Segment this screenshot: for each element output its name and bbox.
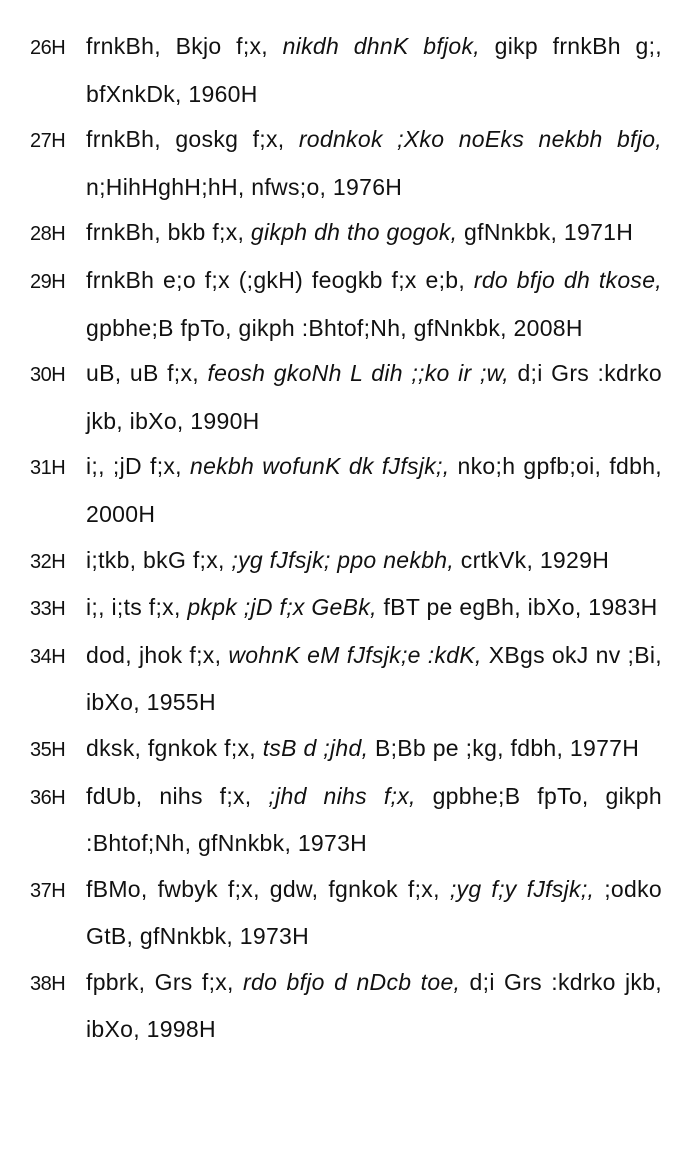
- bibliography-list: [30, 24, 662, 1053]
- bibliography-entry: [30, 960, 662, 1053]
- entry-number: 33H: [30, 598, 66, 621]
- entry-text: dksk, fgnkok f;x,: [86, 734, 263, 761]
- entry-text: ;odko GtB, gfNnkbk, 1973H: [86, 875, 663, 950]
- entry-text: fBMo, fwbyk f;x, gdw, fgnkok f;x,: [86, 875, 450, 902]
- entry-title: tsB d ;jhd,: [262, 734, 369, 761]
- bibliography-entry: [30, 258, 662, 351]
- bibliography-entry: [30, 585, 662, 633]
- entry-title: wohnK eM fJfsjk;e :kdK,: [228, 641, 482, 668]
- entry-text: frnkBh, bkb f;x,: [86, 219, 251, 246]
- entry-number: 32H: [30, 550, 66, 573]
- entry-text: n;HihHghH;hH, nfws;o, 1976H: [86, 173, 403, 200]
- entry-text: gpbhe;B fpTo, gikph :Bhtof;Nh, gfNnkbk, 2008H: [86, 314, 583, 341]
- entry-text: d;i Grs :kdrko jkb, ibXo, 1998H: [86, 968, 663, 1043]
- entry-number: 34H: [30, 645, 66, 668]
- entry-number: 38H: [30, 972, 66, 995]
- bibliography-entry: [30, 24, 662, 117]
- entry-text: nko;h gpfb;oi, fdbh, 2000H: [86, 453, 663, 527]
- bibliography-entry: [30, 633, 662, 726]
- entry-number: 27H: [30, 130, 66, 153]
- entry-text: gpbhe;B fpTo, gikph :Bhtof;Nh, gfNnkbk, 1973H: [86, 782, 662, 857]
- entry-number: 31H: [30, 457, 66, 480]
- entry-title: rodnkok ;Xko noEks nekbh bfjo,: [298, 126, 662, 153]
- entry-text: fpbrk, Grs f;x,: [86, 968, 244, 995]
- entry-text: fdUb, nihs f;x,: [86, 782, 269, 809]
- bibliography-entry: [30, 444, 662, 537]
- entry-text: gikp frnkBh g;, bfXnkDk, 1960H: [86, 33, 662, 107]
- bibliography-entry: [30, 726, 662, 774]
- entry-title: gikph dh tho gogok,: [250, 219, 458, 246]
- bibliography-entry: [30, 210, 662, 258]
- entry-number: 35H: [30, 738, 66, 761]
- entry-text: gfNnkbk, 1971H: [457, 219, 634, 246]
- entry-text: fBT pe egBh, ibXo, 1983H: [376, 594, 658, 621]
- entry-text: i;, i;ts f;x,: [86, 594, 188, 621]
- entry-title: ;yg fJfsjk; ppo nekbh,: [231, 546, 455, 573]
- entry-number: 30H: [30, 364, 66, 387]
- entry-text: i;tkb, bkG f;x,: [86, 546, 232, 573]
- entry-text: d;i Grs :kdrko jkb, ibXo, 1990H: [86, 360, 662, 434]
- entry-title: rdo bfjo dh tkose,: [473, 266, 662, 293]
- bibliography-entry: [30, 867, 662, 960]
- entry-title: nekbh wofunK dk fJfsjk;,: [189, 453, 450, 480]
- entry-text: XBgs okJ nv ;Bi, ibXo, 1955H: [86, 641, 662, 716]
- entry-number: 37H: [30, 879, 66, 902]
- entry-text: frnkBh e;o f;x (;gkH) feogkb f;x e;b,: [86, 266, 474, 293]
- entry-number: 28H: [30, 223, 66, 246]
- entry-text: uB, uB f;x,: [86, 360, 208, 387]
- bibliography-entry: [30, 774, 662, 867]
- bibliography-entry: [30, 351, 662, 444]
- entry-text: crtkVk, 1929H: [454, 546, 610, 573]
- entry-number: 26H: [30, 37, 66, 59]
- entry-text: frnkBh, goskg f;x,: [86, 126, 299, 153]
- entry-title: nikdh dhnK bfjok,: [282, 33, 481, 59]
- entry-title: ;jhd nihs f;x,: [268, 782, 416, 809]
- bibliography-entry: [30, 117, 662, 210]
- entry-title: pkpk ;jD f;x GeBk,: [187, 594, 377, 621]
- entry-title: ;yg f;y fJfsjk;,: [449, 875, 595, 902]
- entry-title: rdo bfjo d nDcb toe,: [243, 968, 461, 995]
- bibliography-entry: [30, 538, 662, 586]
- entry-text: B;Bb pe ;kg, fdbh, 1977H: [368, 734, 640, 761]
- entry-title: feosh gkoNh L dih ;;ko ir ;w,: [207, 360, 509, 387]
- entry-text: i;, ;jD f;x,: [86, 453, 190, 480]
- entry-text: frnkBh, Bkjo f;x,: [86, 33, 283, 59]
- entry-text: dod, jhok f;x,: [86, 641, 229, 668]
- entry-number: 29H: [30, 270, 66, 293]
- entry-number: 36H: [30, 786, 66, 809]
